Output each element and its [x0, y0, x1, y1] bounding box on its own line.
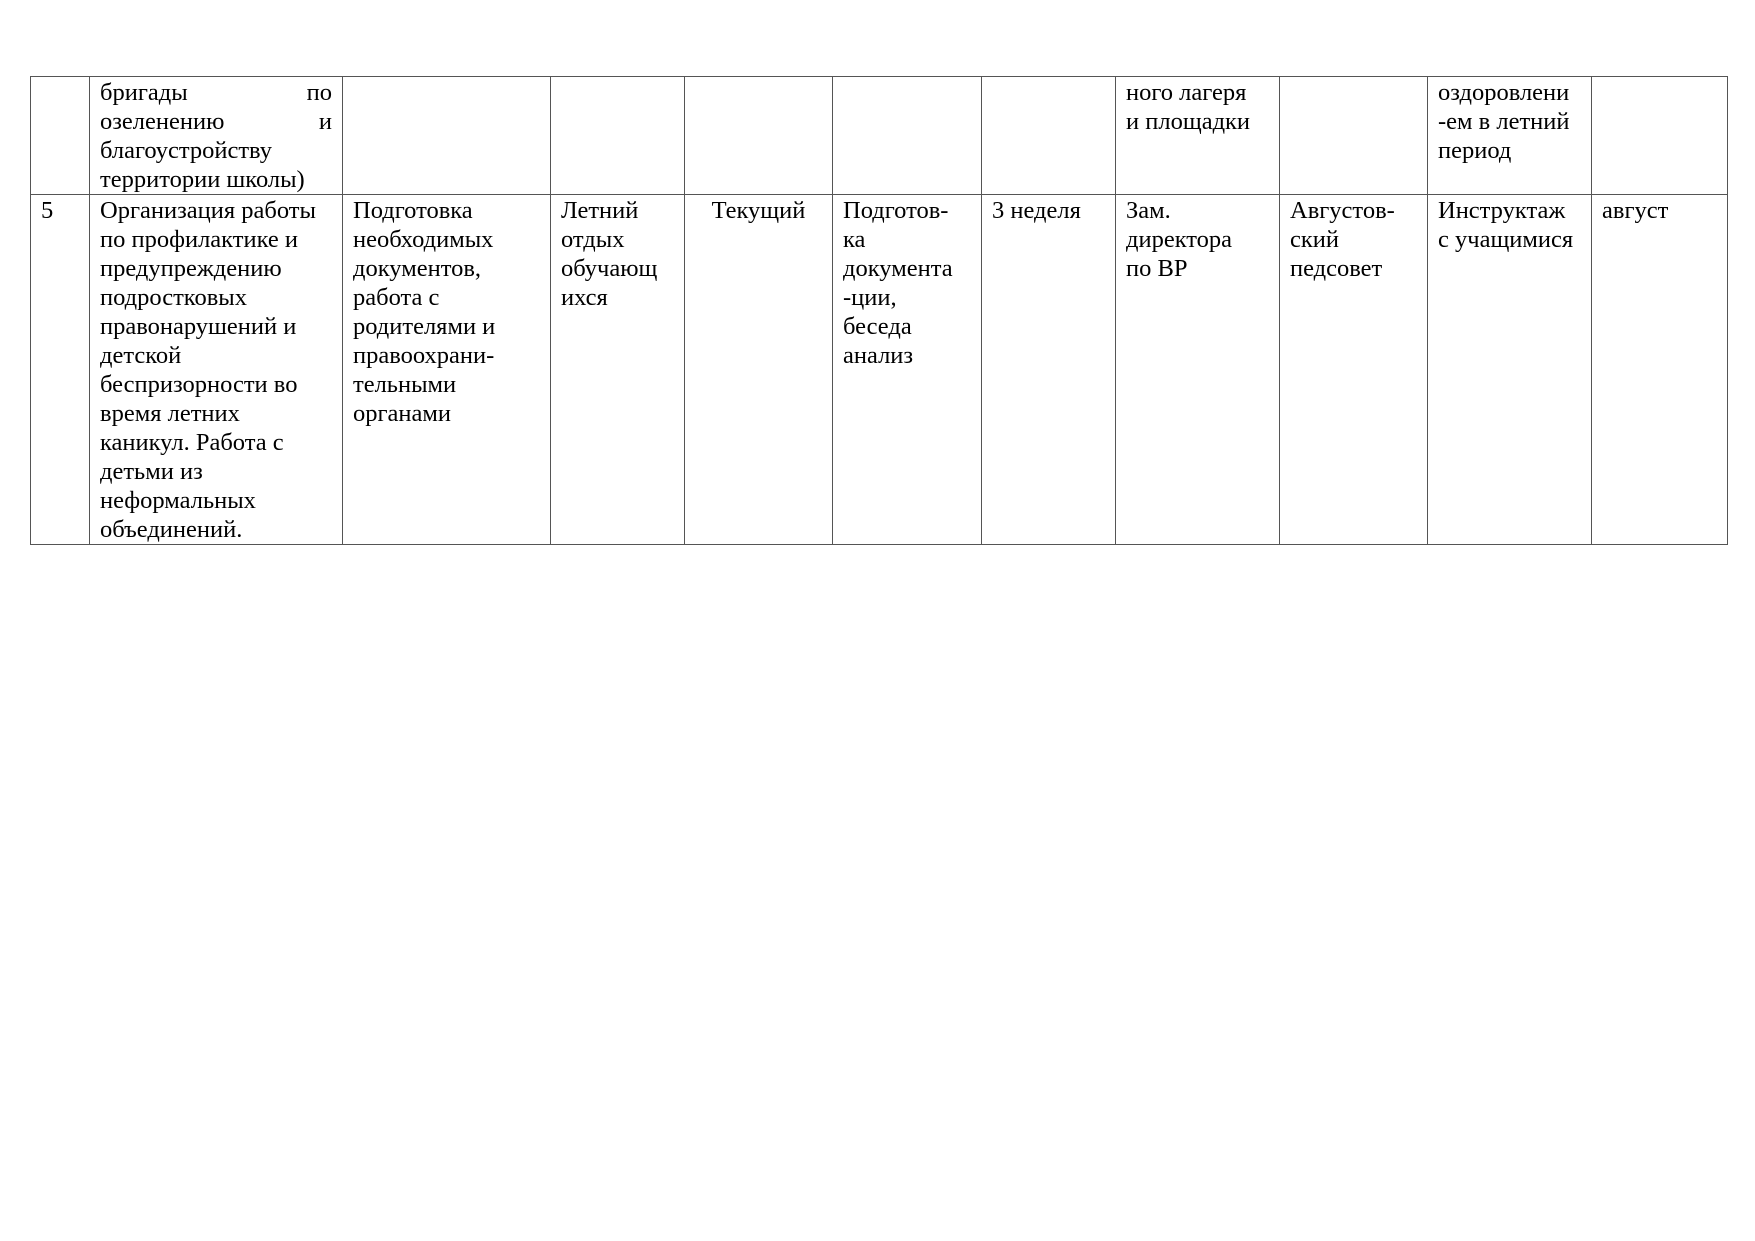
summary-place-cell: [1280, 195, 1428, 545]
text-line: Летний: [561, 197, 639, 224]
text-line: Инструктаж: [1438, 197, 1566, 224]
text-line: предупреждению: [100, 255, 282, 282]
text-line: подростковых: [100, 284, 247, 311]
text-line: благоустройству: [100, 137, 273, 164]
text-line: Зам.: [1126, 197, 1171, 224]
text-line: тельными: [353, 371, 457, 398]
content-cell: [343, 77, 551, 195]
decision-cell: [1428, 77, 1592, 195]
text-line: работа с: [353, 284, 440, 311]
control-type-cell: [685, 77, 833, 195]
control-plan-table: [30, 76, 1728, 545]
text-line: неформальных: [100, 487, 256, 514]
text-line: документов,: [353, 255, 482, 282]
text-line: объединений.: [100, 516, 243, 543]
text-line: и площадки: [1126, 108, 1251, 135]
row-number-cell: 5: [31, 195, 90, 545]
text-line: время летних: [100, 400, 240, 427]
text-line: период: [1438, 137, 1512, 164]
text-line: оздоровлени: [1438, 79, 1570, 106]
text-line: каникул. Работа с: [100, 429, 284, 456]
object-cell: [551, 77, 685, 195]
text-line: педсовет: [1290, 255, 1383, 282]
text-line: отдых: [561, 226, 625, 253]
text-line: директора: [1126, 226, 1233, 253]
summary-place-cell: [1280, 77, 1428, 195]
text-line: территории школы): [100, 166, 305, 193]
text-line: беседа: [843, 313, 912, 340]
text-line: ихся: [561, 284, 608, 311]
responsible-cell: [1116, 77, 1280, 195]
control-type-cell: Текущий: [685, 195, 833, 545]
timing-cell: [982, 77, 1116, 195]
word: и: [318, 108, 332, 135]
deadline-cell: август: [1592, 195, 1728, 545]
text-line: по профилактике и: [100, 226, 298, 253]
text-line: Организация работы: [100, 197, 316, 224]
timing-cell: 3 неделя: [982, 195, 1116, 545]
word: бригады: [100, 79, 188, 106]
text-line: анализ: [843, 342, 914, 369]
text-line: ский: [1290, 226, 1339, 253]
text-line: беспризорности во: [100, 371, 298, 398]
method-cell: [833, 77, 982, 195]
text-line: [100, 107, 332, 136]
text-line: [100, 78, 332, 107]
text-line: Подготов-: [843, 197, 949, 224]
text-line: органами: [353, 400, 452, 427]
word: по: [306, 79, 332, 106]
text-line: правоохрани-: [353, 342, 495, 369]
row-number-cell: [31, 77, 90, 195]
text-line: -ции,: [843, 284, 897, 311]
method-cell: [833, 195, 982, 545]
object-cell: [551, 195, 685, 545]
text-line: по ВР: [1126, 255, 1188, 282]
responsible-cell: [1116, 195, 1280, 545]
text-line: документа: [843, 255, 953, 282]
text-line: с учащимися: [1438, 226, 1574, 253]
text-line: обучающ: [561, 255, 658, 282]
text-line: детьми из: [100, 458, 203, 485]
text-line: Подготовка: [353, 197, 473, 224]
table-row: [31, 195, 1728, 545]
content-cell: [343, 195, 551, 545]
deadline-cell: [1592, 77, 1728, 195]
table-row: [31, 77, 1728, 195]
text-line: -ем в летний: [1438, 108, 1570, 135]
decision-cell: [1428, 195, 1592, 545]
text-line: необходимых: [353, 226, 494, 253]
topic-cell: [90, 195, 343, 545]
text-line: детской: [100, 342, 182, 369]
topic-cell: [90, 77, 343, 195]
text-line: Августов-: [1290, 197, 1395, 224]
text-line: ного лагеря: [1126, 79, 1247, 106]
text-line: родителями и: [353, 313, 496, 340]
text-line: правонарушений и: [100, 313, 297, 340]
text-line: ка: [843, 226, 866, 253]
word: озеленению: [100, 108, 225, 135]
